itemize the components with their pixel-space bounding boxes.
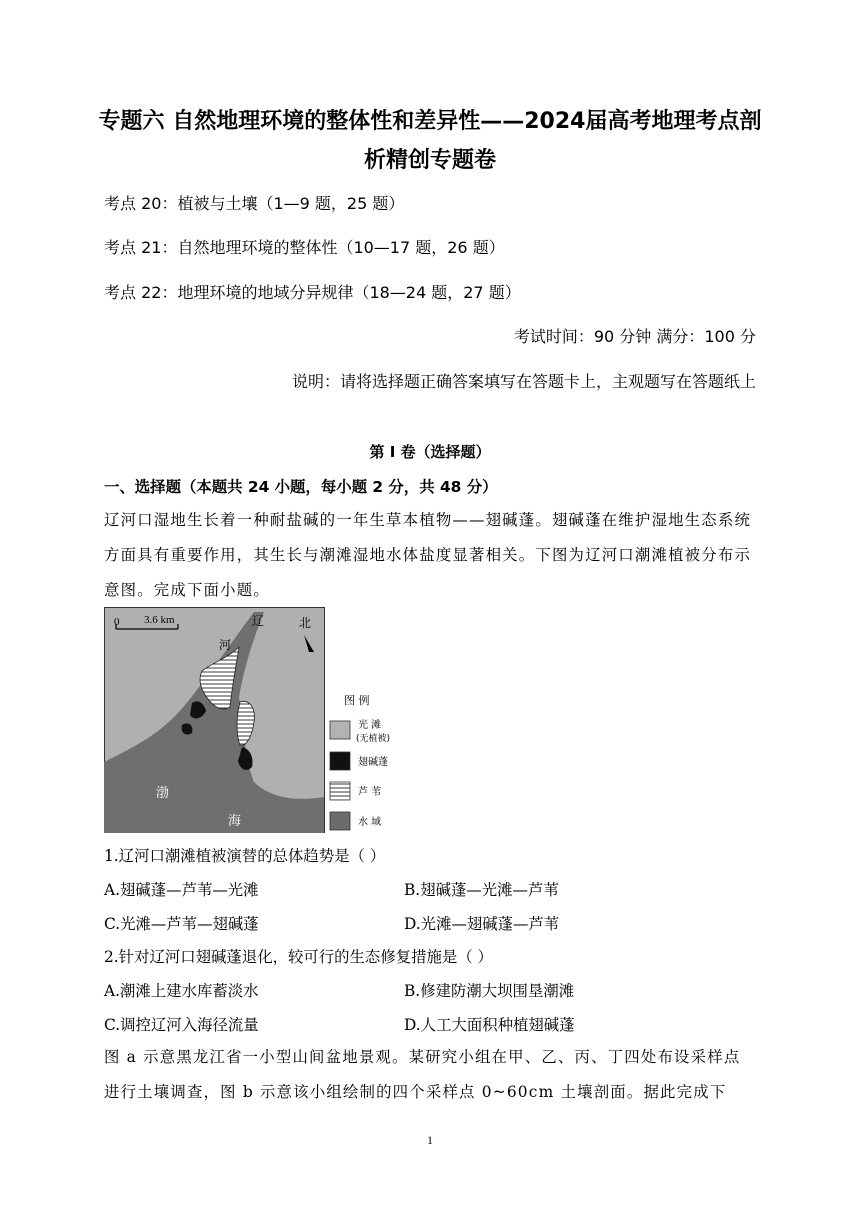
map-legend (330, 693, 390, 830)
question-2-option-d[interactable]: D.人工大面积种植翅碱蓬 (404, 1016, 575, 1034)
kaodian-21: 考点 21：自然地理环境的整体性（10—17 题，26 题） (104, 238, 505, 257)
question-2-option-b[interactable]: B.修建防潮大坝围垦潮滩 (404, 982, 575, 1000)
legend-label-reed: 芦 苇 (358, 787, 382, 798)
volume-title: 第 I 卷（选择题） (369, 443, 491, 461)
liaohe-estuary-map (104, 607, 414, 833)
section-title: 一、选择题（本题共 24 小题，每小题 2 分，共 48 分） (104, 478, 498, 496)
legend-label-bare-flat: 光 滩 (358, 720, 382, 731)
river-he-label: 河 (219, 638, 232, 652)
question-1-option-d[interactable]: D.光滩—翅碱蓬—芦苇 (404, 915, 560, 933)
legend-title: 图 例 (344, 694, 370, 707)
kaodian-22: 考点 22：地理环境的地域分异规律（18—24 题，27 题） (104, 283, 521, 302)
page-number: 1 (427, 1133, 433, 1147)
scale-zero: 0 (114, 616, 120, 628)
legend-swatch-water (330, 812, 350, 830)
question-1-option-a[interactable]: A.翅碱蓬—芦苇—光滩 (104, 881, 259, 899)
page-title-line1: 专题六 自然地理环境的整体性和差异性——2024届高考地理考点剖 (98, 109, 762, 134)
question-2-stem: 2.针对辽河口翅碱蓬退化，较可行的生态修复措施是（ ） (104, 948, 493, 966)
question-1-option-c[interactable]: C.光滩—芦苇—翅碱蓬 (104, 915, 259, 933)
legend-swatch-bare-flat (330, 721, 350, 739)
legend-label-suaeda: 翅碱蓬 (358, 757, 388, 768)
river-liao-label: 辽 (252, 614, 265, 628)
exam-info: 考试时间：90 分钟 满分：100 分 (513, 327, 756, 346)
sea-hai-label: 海 (228, 814, 242, 829)
kaodian-20: 考点 20：植被与土壤（1—9 题，25 题） (104, 194, 405, 213)
question-2-option-a[interactable]: A.潮滩上建水库蓄淡水 (104, 982, 259, 1000)
legend-swatch-reed (330, 782, 350, 800)
question-2-option-c[interactable]: C.调控辽河入海径流量 (104, 1016, 259, 1034)
passage-1: 辽河口湿地生长着一种耐盐碱的一年生草本植物——翅碱蓬。翅碱蓬在维护湿地生态系统方面具有重要作用，其生长与潮滩湿地水体盐度显著相关。下图为辽河口潮滩植被分布示意图。完成下面小题。 (104, 511, 752, 599)
legend-swatch-suaeda (330, 752, 350, 770)
scale-label: 3.6 km (144, 614, 175, 626)
legend-label-water: 水 域 (358, 817, 382, 828)
north-label: 北 (299, 616, 312, 630)
legend-sub-bare-flat: (无植被) (356, 734, 391, 744)
sea-bo-label: 渤 (156, 786, 170, 801)
question-1-stem: 1.辽河口潮滩植被演替的总体趋势是（ ） (104, 847, 386, 865)
instructions: 说明：请将选择题正确答案填写在答题卡上，主观题写在答题纸上 (291, 372, 756, 391)
passage-2: 图 a 示意黑龙江省一小型山间盆地景观。某研究小组在甲、乙、丙、丁四处布设采样点进行土壤调查，图 b 示意该小组绘制的四个采样点 0~60cm 土壤剖面。据此完成下 (104, 1048, 741, 1101)
question-1-option-b[interactable]: B.翅碱蓬—光滩—芦苇 (404, 881, 559, 899)
page-title-line2: 析精创专题卷 (363, 148, 496, 173)
